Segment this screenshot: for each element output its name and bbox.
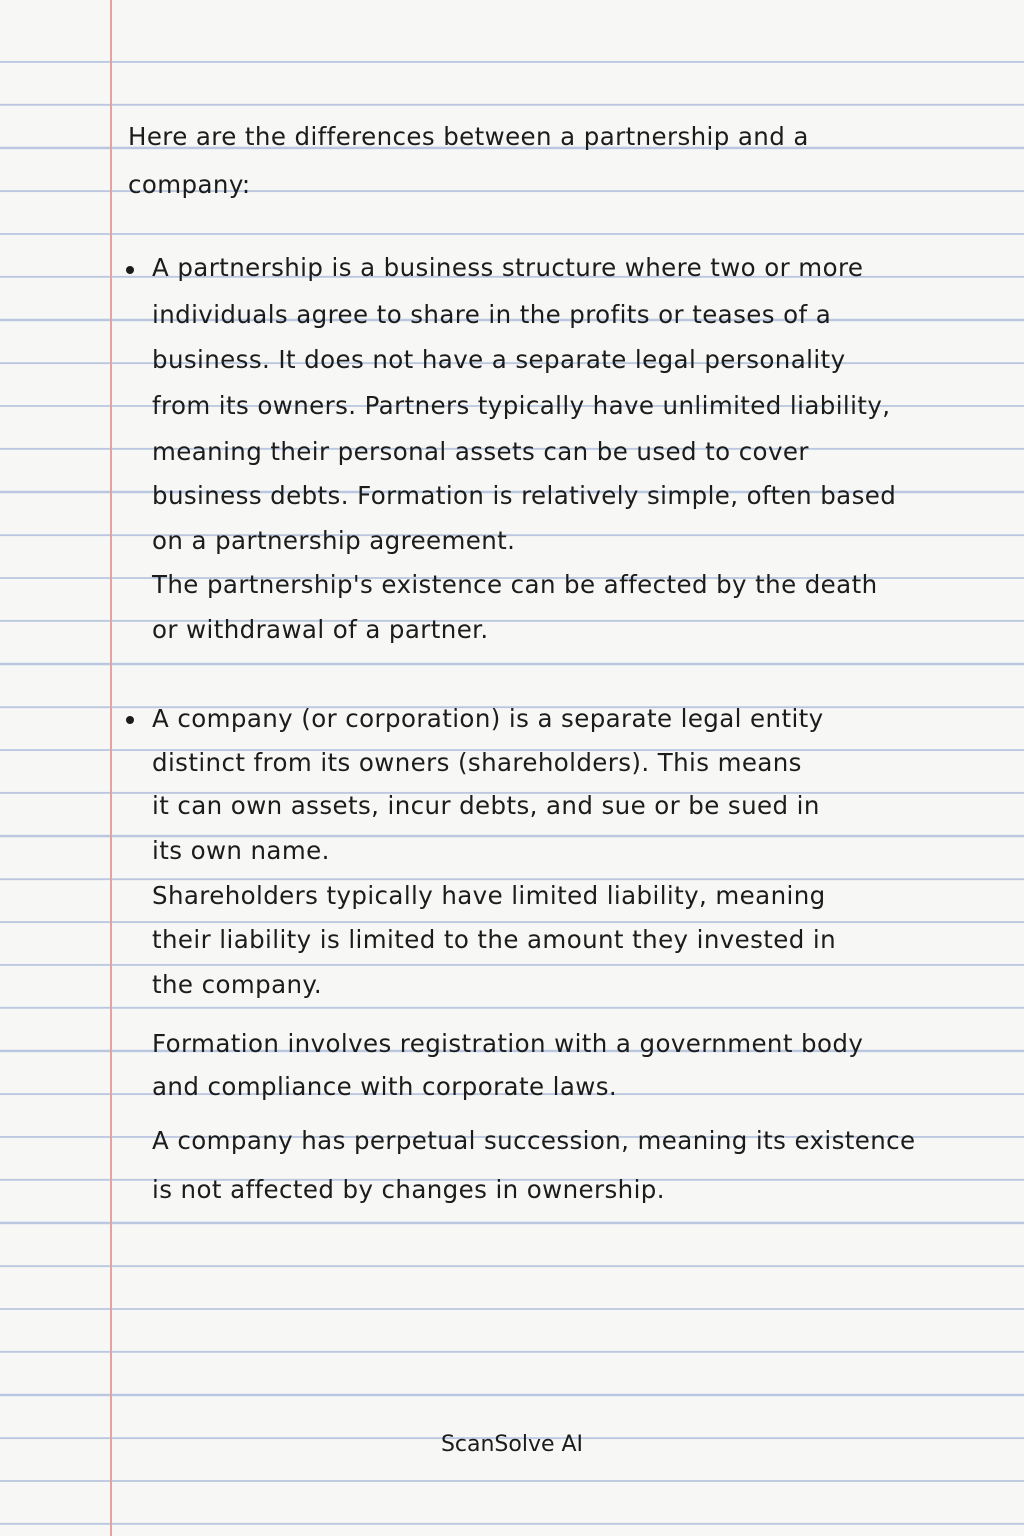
footer-brand: ScanSolve AI bbox=[440, 1432, 584, 1457]
text-line: A company has perpetual succession, meaning its existence bbox=[152, 1126, 916, 1155]
text-line: meaning their personal assets can be used to cover bbox=[152, 437, 809, 466]
text-line: A company (or corporation) is a separate legal entity bbox=[152, 704, 824, 733]
margin-line bbox=[110, 0, 112, 1536]
text-line: individuals agree to share in the profits or teases of a bbox=[152, 300, 832, 329]
text-line: A partnership is a business structure where two or more bbox=[152, 253, 864, 282]
text-line: it can own assets, incur debts, and sue or be sued in bbox=[152, 791, 820, 820]
bullet-icon bbox=[126, 266, 134, 274]
text-line: and compliance with corporate laws. bbox=[152, 1072, 618, 1101]
text-line: Shareholders typically have limited liability, meaning bbox=[152, 881, 826, 910]
intro-line: company: bbox=[128, 170, 251, 199]
text-line: distinct from its owners (shareholders). This means bbox=[152, 748, 802, 777]
text-line: business. It does not have a separate legal personality bbox=[152, 345, 846, 374]
text-line: or withdrawal of a partner. bbox=[152, 615, 489, 644]
text-line: is not affected by changes in ownership. bbox=[152, 1175, 665, 1204]
text-line: its own name. bbox=[152, 836, 330, 865]
text-line: from its owners. Partners typically have unlimited liability, bbox=[152, 391, 891, 420]
text-line: The partnership's existence can be affected by the death bbox=[152, 570, 878, 599]
intro-line: Here are the differences between a partnership and a bbox=[128, 122, 809, 151]
text-line: the company. bbox=[152, 970, 323, 999]
bullet-icon bbox=[126, 716, 134, 724]
text-line: their liability is limited to the amount they invested in bbox=[152, 925, 837, 954]
text-line: Formation involves registration with a government body bbox=[152, 1029, 864, 1058]
text-line: business debts. Formation is relatively simple, often based bbox=[152, 481, 897, 510]
text-line: on a partnership agreement. bbox=[152, 526, 516, 555]
